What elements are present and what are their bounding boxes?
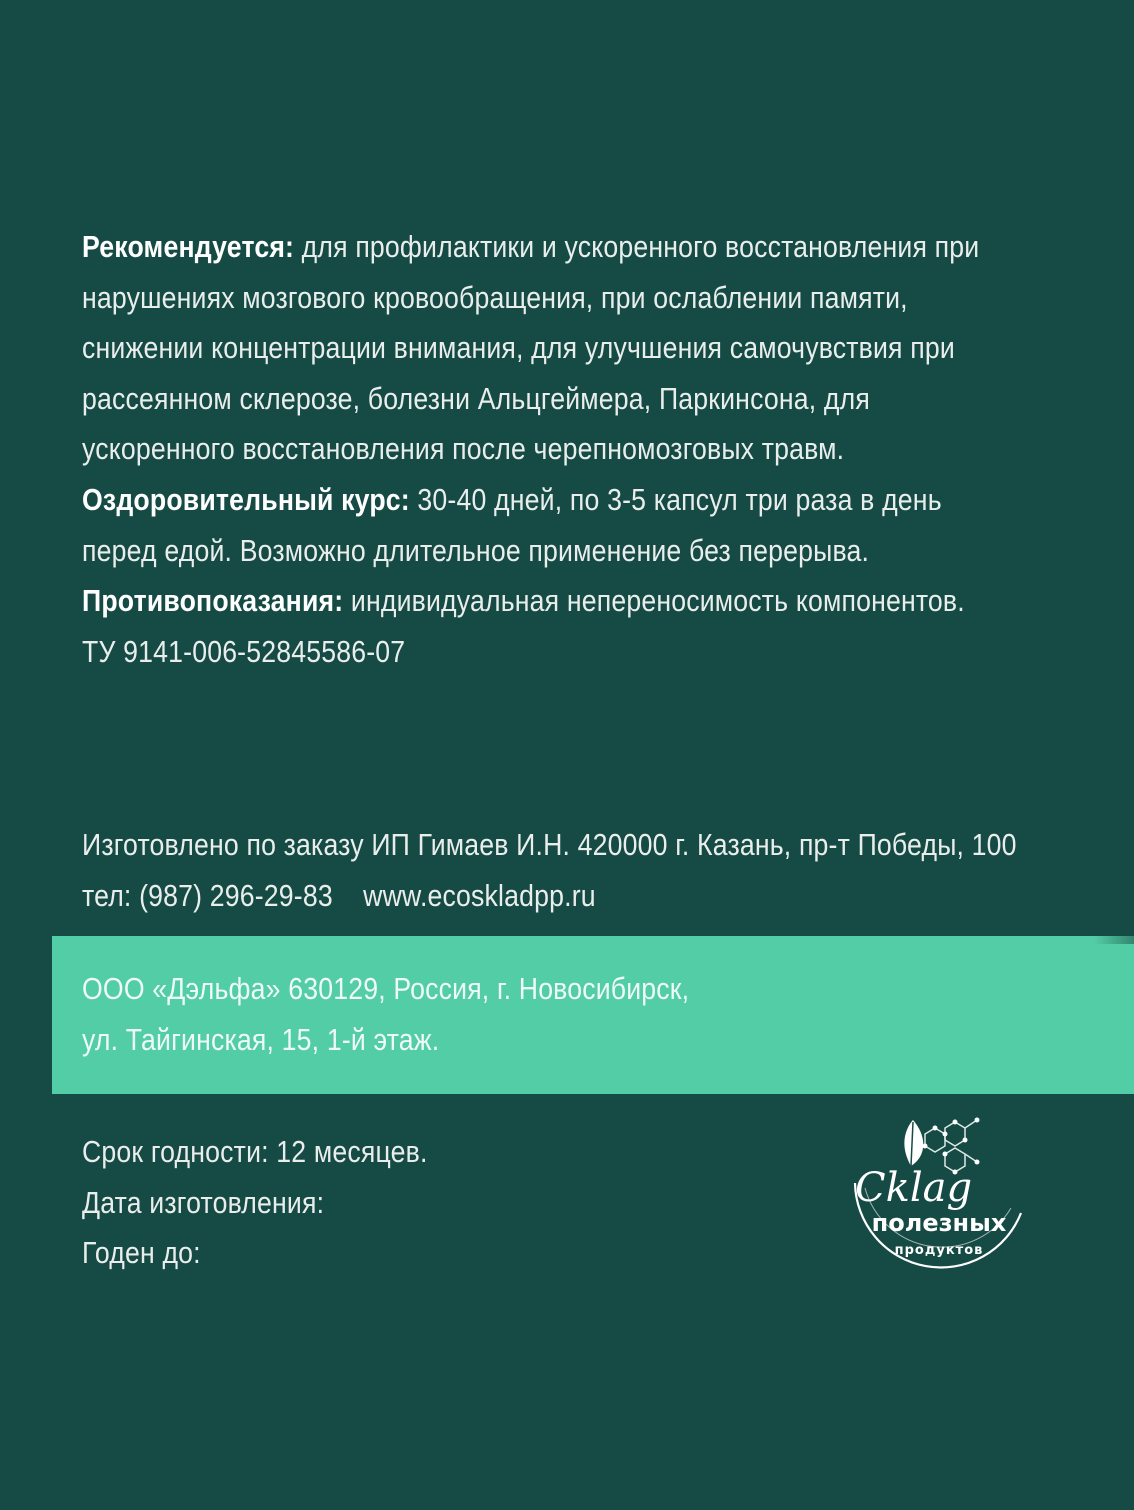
producer-block <box>82 964 788 1065</box>
recommendation-line-3: снижении концентрации внимания, для улучшения самочувствия при <box>82 330 955 366</box>
band-corner-shadow <box>1094 936 1134 944</box>
logo-script: Cklag <box>855 1165 973 1211</box>
recommendation-line-1: Рекомендуется: для профилактики и ускоренного восстановления при <box>82 229 980 264</box>
shelf-life: Срок годности: 12 месяцев. <box>82 1134 428 1169</box>
course-label: Оздоровительный курс: <box>82 481 410 517</box>
logo-word-1: полезных <box>871 1209 1007 1237</box>
logo-word-2: продуктов <box>894 1243 984 1258</box>
manufacturer-address: Изготовлено по заказу ИП Гимаев И.Н. 420000 г. Казань, пр-т Победы, 100 <box>82 827 1017 862</box>
contraindications-line: Противопоказания: индивидуальная непереносимость компонентов. <box>82 583 965 619</box>
best-before-date: Годен до: <box>82 1235 201 1271</box>
leaf-icon <box>904 1120 923 1166</box>
producer-line-2: ул. Тайгинская, 15, 1-й этаж. <box>82 1021 440 1057</box>
standard-code: ТУ 9141-006-52845586-07 <box>82 633 406 669</box>
recommendation-line-5: ускоренного восстановления после черепномозговых травм. <box>82 431 845 467</box>
course-line-2: перед едой. Возможно длительное применение без перерыва. <box>82 532 870 568</box>
manufacture-date: Дата изготовления: <box>82 1184 325 1220</box>
producer-line-1: ООО «Дэльфа» 630129, Россия, г. Новосибирск, <box>82 971 690 1006</box>
brand-logo <box>835 1108 1035 1308</box>
manufacturer-order-block <box>82 820 1092 921</box>
producer-band <box>52 936 1134 1094</box>
recommendation-label: Рекомендуется: <box>82 229 295 264</box>
recommendation-line-2: нарушениях мозгового кровообращения, при ослаблении памяти, <box>82 279 908 315</box>
course-line-1: Оздоровительный курс: 30-40 дней, по 3-5 капсул три раза в день <box>82 481 942 517</box>
manufacturer-contacts: тел: (987) 296-29-83 www.ecoskladpp.ru <box>82 877 596 913</box>
recommendation-line-4: рассеянном склерозе, болезни Альцгеймера, Паркинсона, для <box>82 380 870 416</box>
product-info-block <box>82 222 1092 677</box>
contraindications-label: Противопоказания: <box>82 583 344 619</box>
